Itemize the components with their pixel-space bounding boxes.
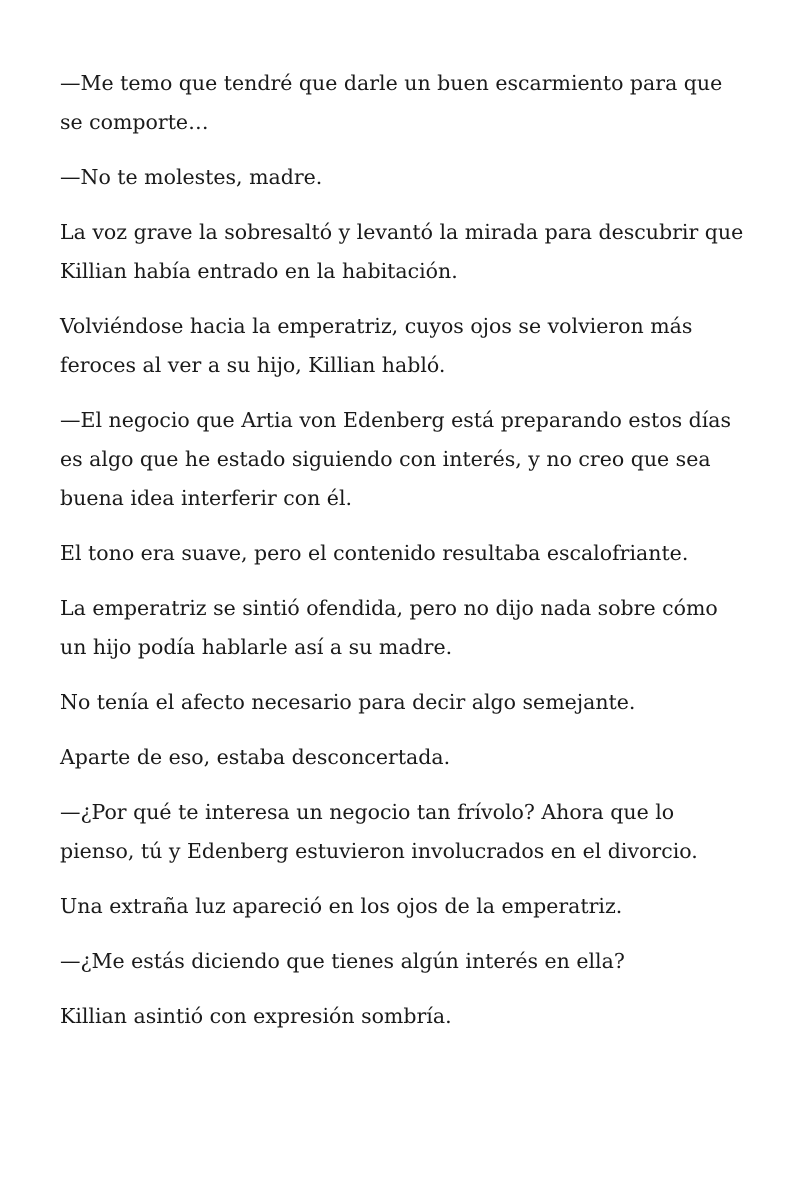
paragraph: Killian asintió con expresión sombría. [60,1004,452,1028]
paragraph: —No te molestes, madre. [60,165,323,189]
paragraph: Una extraña luz apareció en los ojos de la emperatriz. [60,894,623,918]
paragraph: Volviéndose hacia la emperatriz, cuyos ojos se volvieron más feroces al ver a su hijo, Killian habló. [60,314,693,377]
document-body [60,64,750,1052]
paragraph: —El negocio que Artia von Edenberg está preparando estos días es algo que he estado siguiendo con interés, y no creo que sea buena idea interferir con él. [60,408,732,510]
paragraph: El tono era suave, pero el contenido resultaba escalofriante. [60,541,689,565]
paragraph: La emperatriz se sintió ofendida, pero no dijo nada sobre cómo un hijo podía hablarle así a su madre. [60,596,718,659]
paragraph: —¿Me estás diciendo que tienes algún interés en ella? [60,949,625,973]
paragraph: No tenía el afecto necesario para decir algo semejante. [60,690,636,714]
paragraph: Aparte de eso, estaba desconcertada. [60,745,451,769]
paragraph: La voz grave la sobresaltó y levantó la mirada para descubrir que Killian había entrado en la habitación. [60,220,744,283]
paragraph: —¿Por qué te interesa un negocio tan frívolo? Ahora que lo pienso, tú y Edenberg estuvieron involucrados en el divorcio. [60,800,698,863]
paragraph: —Me temo que tendré que darle un buen escarmiento para que se comporte… [60,71,723,134]
